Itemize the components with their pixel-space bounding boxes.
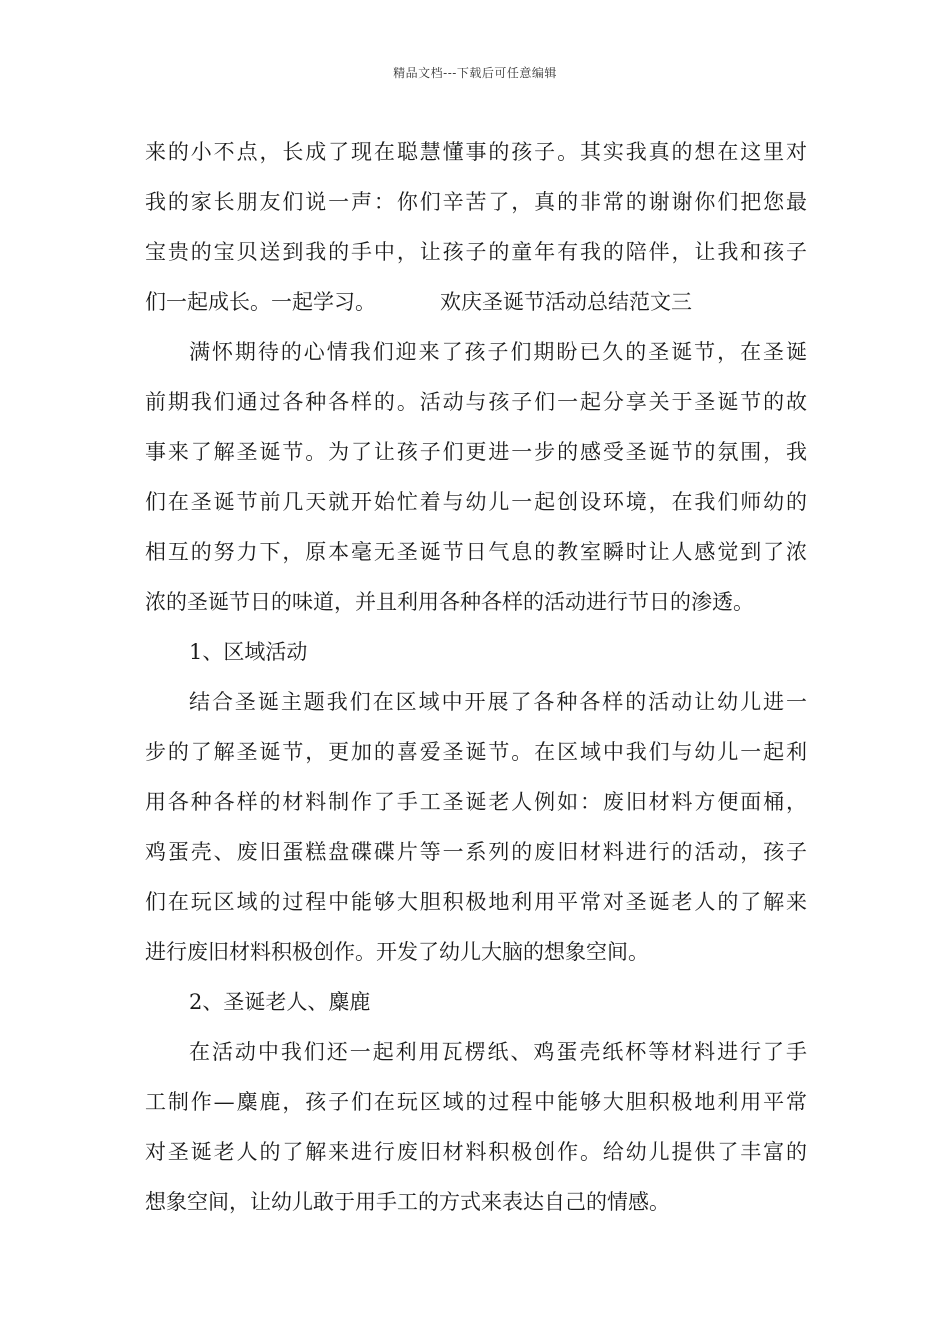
subheading-santa-reindeer: 2、圣诞老人、麋鹿: [189, 990, 371, 1014]
body-line: 前期我们通过各种各样的。活动与孩子们一起分享关于圣诞节的故: [145, 390, 807, 414]
body-line: 相互的努力下，原本毫无圣诞节日气息的教室瞬时让人感觉到了浓: [145, 540, 807, 564]
body-line: 们一起成长。一起学习。: [145, 290, 376, 314]
body-line: 我的家长朋友们说一声：你们辛苦了，真的非常的谢谢你们把您最: [145, 190, 807, 214]
page-header: 精品文档---下载后可任意编辑: [393, 66, 557, 80]
body-line: 鸡蛋壳、废旧蛋糕盘碟碟片等一系列的废旧材料进行的活动，孩子: [145, 840, 807, 864]
paragraph-first-line: 满怀期待的心情我们迎来了孩子们期盼已久的圣诞节，在圣诞: [189, 340, 807, 364]
body-line: 们在圣诞节前几天就开始忙着与幼儿一起创设环境，在我们师幼的: [145, 490, 807, 514]
section-title: 欢庆圣诞节活动总结范文三: [440, 290, 692, 314]
body-line: 浓的圣诞节日的味道，并且利用各种各样的活动进行节日的渗透。: [145, 590, 754, 614]
body-line: 用各种各样的材料制作了手工圣诞老人例如：废旧材料方便面桶，: [145, 790, 807, 814]
document-body: [145, 127, 807, 1227]
body-line: 对圣诞老人的了解来进行废旧材料积极创作。给幼儿提供了丰富的: [145, 1140, 807, 1164]
body-line: 进行废旧材料积极创作。开发了幼儿大脑的想象空间。: [145, 940, 649, 964]
body-line: 想象空间，让幼儿敢于用手工的方式来表达自己的情感。: [145, 1190, 670, 1214]
body-line: 来的小不点，长成了现在聪慧懂事的孩子。其实我真的想在这里对: [145, 140, 807, 164]
body-line: 事来了解圣诞节。为了让孩子们更进一步的感受圣诞节的氛围，我: [145, 440, 807, 464]
body-line: 工制作—麋鹿，孩子们在玩区域的过程中能够大胆积极地利用平常: [145, 1090, 807, 1114]
body-line: 宝贵的宝贝送到我的手中，让孩子的童年有我的陪伴，让我和孩子: [145, 240, 807, 264]
subheading-regional-activity: 1、区域活动: [189, 640, 308, 664]
body-line: 步的了解圣诞节，更加的喜爱圣诞节。在区域中我们与幼儿一起利: [145, 740, 807, 764]
body-line-with-title: [145, 277, 807, 327]
paragraph-first-line: 在活动中我们还一起利用瓦楞纸、鸡蛋壳纸杯等材料进行了手: [189, 1040, 807, 1064]
body-line: 们在玩区域的过程中能够大胆积极地利用平常对圣诞老人的了解来: [145, 890, 807, 914]
paragraph-first-line: 结合圣诞主题我们在区域中开展了各种各样的活动让幼儿进一: [189, 690, 807, 714]
